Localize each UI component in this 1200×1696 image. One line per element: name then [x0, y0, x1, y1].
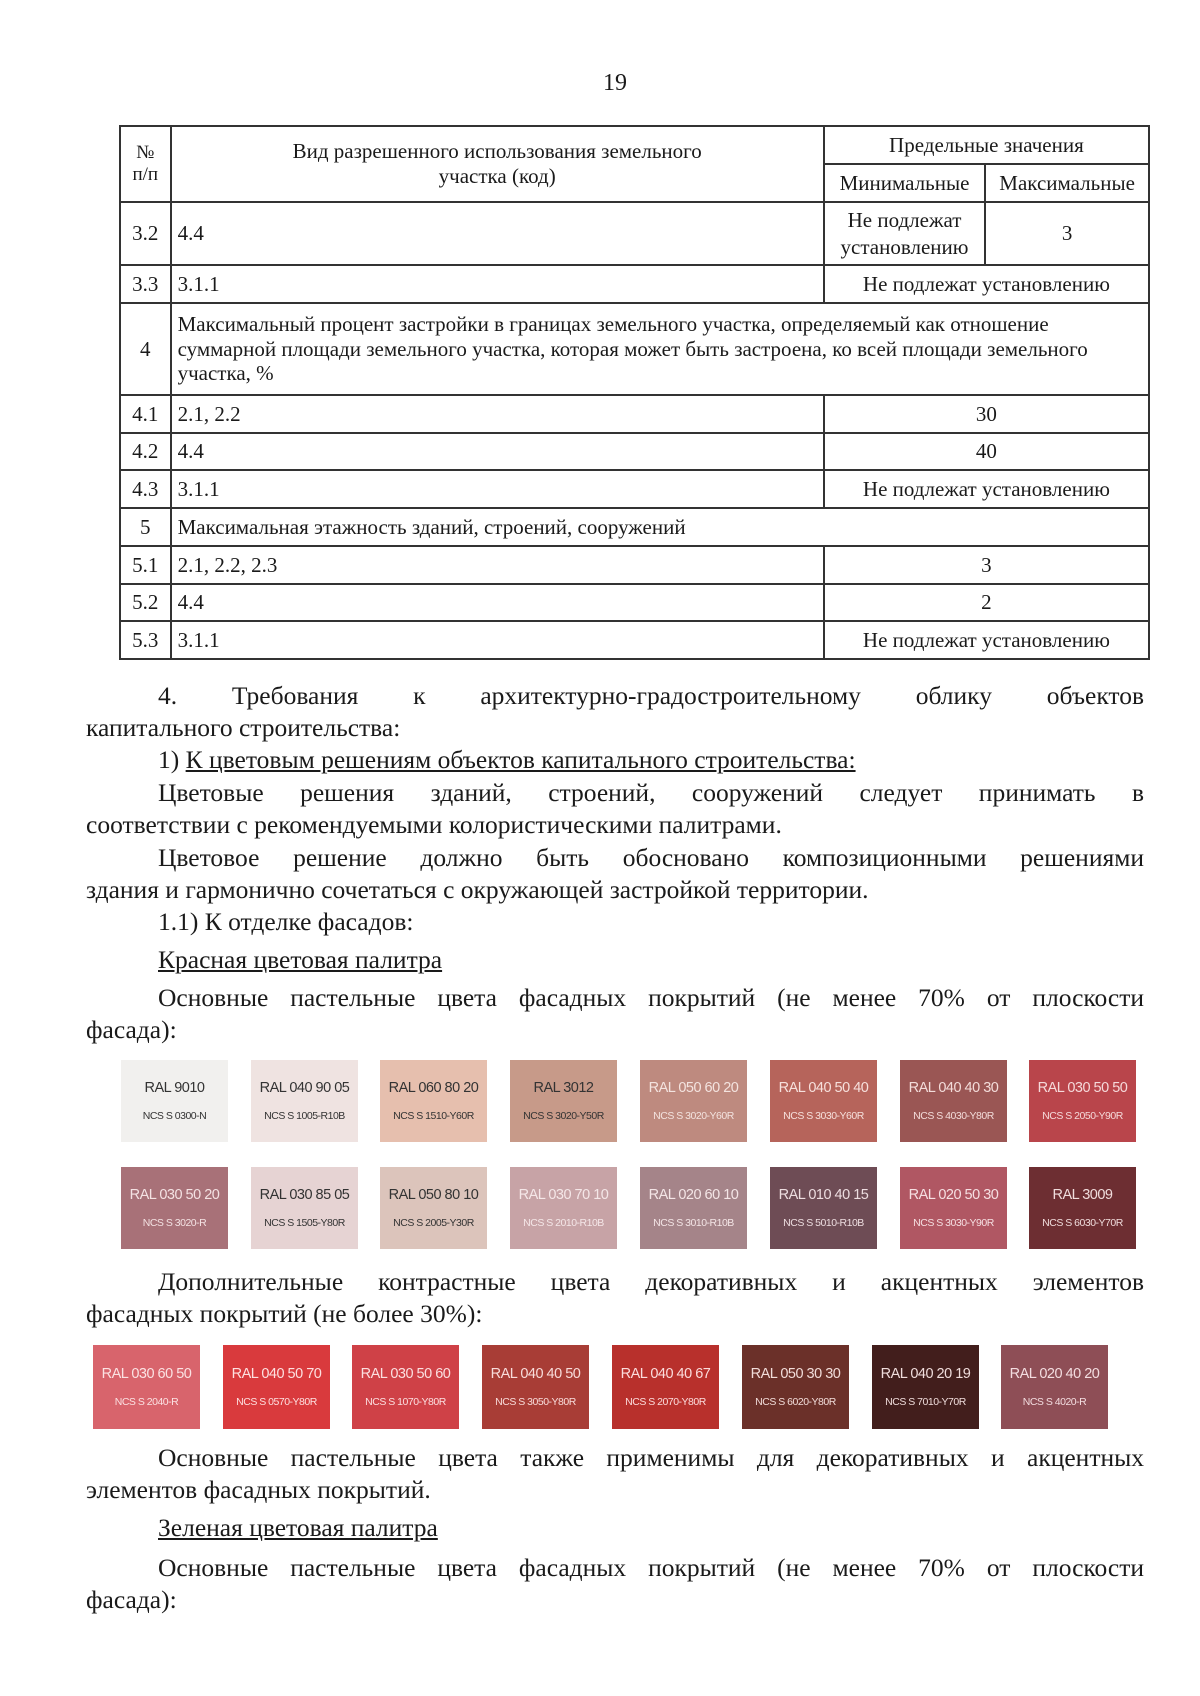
row-use: 4.4	[171, 433, 824, 470]
row-max: 3	[985, 202, 1149, 265]
header-min: Минимальные	[824, 164, 985, 202]
row-num: 4.2	[120, 433, 171, 470]
color-swatch	[121, 1060, 228, 1142]
swatch-ral-code: RAL 010 40 15	[778, 1187, 869, 1203]
row-value: 30	[824, 395, 1149, 433]
row-value: 2	[824, 584, 1149, 621]
row-num: 3.3	[120, 265, 171, 303]
row-use: 4.4	[171, 584, 824, 621]
swatch-ncs-code: NCS S 3020-Y60R	[653, 1110, 734, 1122]
row-use: 3.1.1	[171, 621, 824, 659]
swatch-ral-code: RAL 020 60 10	[648, 1187, 739, 1203]
section-4-heading: 4. Требования к архитектурно-градостроительному облику объектов	[158, 681, 1144, 710]
swatch-ral-code: RAL 3012	[533, 1080, 594, 1096]
also-applicable-text-cont: элементов фасадных покрытий.	[86, 1475, 431, 1504]
row-value: 40	[824, 433, 1149, 470]
swatch-ral-code: RAL 040 40 50	[490, 1366, 581, 1382]
color-swatch	[770, 1167, 877, 1249]
color-swatch	[1001, 1345, 1108, 1429]
row-section: Максимальный процент застройки в границах земельного участка, определяемый как отношение суммарной площади земельного участка, которая может быть застроена, ко всей площади земельного участка, %	[171, 303, 1149, 395]
swatch-ral-code: RAL 020 40 20	[1009, 1366, 1100, 1382]
swatch-ral-code: RAL 040 50 40	[778, 1080, 869, 1096]
color-swatch	[352, 1345, 459, 1429]
color-swatch	[93, 1345, 200, 1429]
header-num: № п/п	[120, 126, 171, 202]
swatch-ncs-code: NCS S 4020-R	[1022, 1396, 1087, 1408]
item-1-number: 1)	[158, 745, 180, 774]
swatch-ral-code: RAL 050 30 30	[750, 1366, 841, 1382]
row-section: Максимальная этажность зданий, строений, сооружений	[171, 508, 1149, 546]
red-palette-title-line	[86, 944, 1144, 976]
row-num: 3.2	[120, 202, 171, 265]
header-limits: Предельные значения	[824, 126, 1149, 164]
swatch-ncs-code: NCS S 2010-R10B	[523, 1217, 604, 1229]
color-swatch	[900, 1060, 1007, 1142]
table-section-row	[120, 303, 1149, 395]
main-colors-text: Основные пастельные цвета фасадных покрытий (не менее 70% от плоскости	[158, 983, 1144, 1012]
color-swatch	[1029, 1167, 1136, 1249]
row-num: 5	[120, 508, 171, 546]
swatch-ral-code: RAL 050 60 20	[648, 1080, 739, 1096]
swatch-ral-code: RAL 030 50 50	[1037, 1080, 1128, 1096]
swatch-ncs-code: NCS S 4030-Y80R	[913, 1110, 994, 1122]
green-palette-title: Зеленая цветовая палитра	[158, 1513, 438, 1542]
row-num: 4.3	[120, 470, 171, 508]
swatch-ncs-code: NCS S 1505-Y80R	[264, 1217, 345, 1229]
row-use: 3.1.1	[171, 470, 824, 508]
main-colors-text-cont: фасада):	[86, 1015, 177, 1044]
swatch-ral-code: RAL 040 40 67	[620, 1366, 711, 1382]
swatch-ncs-code: NCS S 2050-Y90R	[1042, 1110, 1123, 1122]
row-min: Не подлежат установлению	[824, 202, 985, 265]
green-palette-title-line	[86, 1512, 1144, 1544]
swatch-ncs-code: NCS S 0300-N	[142, 1110, 207, 1122]
row-value: Не подлежат установлению	[824, 265, 1149, 303]
row-num: 5.2	[120, 584, 171, 621]
page-number: 19	[603, 70, 627, 96]
swatch-ral-code: RAL 040 20 19	[880, 1366, 971, 1382]
row-num: 4	[120, 303, 171, 395]
green-main-colors-text: Основные пастельные цвета фасадных покрытий (не менее 70% от плоскости	[158, 1553, 1144, 1582]
color-swatch	[121, 1167, 228, 1249]
swatch-ral-code: RAL 040 50 70	[231, 1366, 322, 1382]
color-swatch	[251, 1060, 358, 1142]
green-main-colors-text-cont: фасада):	[86, 1585, 177, 1614]
table-section-row	[120, 508, 1149, 546]
swatch-ncs-code: NCS S 5010-R10B	[783, 1217, 864, 1229]
row-use: 2.1, 2.2	[171, 395, 824, 433]
swatch-ral-code: RAL 9010	[144, 1080, 205, 1096]
swatch-ral-code: RAL 040 90 05	[259, 1080, 350, 1096]
row-num: 4.1	[120, 395, 171, 433]
item-1-1-heading: 1.1) К отделке фасадов:	[158, 907, 414, 936]
table-row	[120, 621, 1149, 659]
swatch-ral-code: RAL 3009	[1052, 1187, 1113, 1203]
color-swatch	[640, 1167, 747, 1249]
color-swatch	[510, 1167, 617, 1249]
swatch-ral-code: RAL 030 85 05	[259, 1187, 350, 1203]
swatch-ral-code: RAL 020 50 30	[908, 1187, 999, 1203]
swatch-ncs-code: NCS S 6020-Y80R	[755, 1396, 836, 1408]
color-swatch	[380, 1167, 487, 1249]
table-row	[120, 546, 1149, 584]
swatch-ncs-code: NCS S 0570-Y80R	[236, 1396, 317, 1408]
table-row	[120, 202, 1149, 265]
paragraph-color-solutions-cont: соответствии с рекомендуемыми колористическими палитрами.	[86, 810, 782, 839]
red-palette-title: Красная цветовая палитра	[158, 945, 443, 974]
swatch-ncs-code: NCS S 7010-Y70R	[885, 1396, 966, 1408]
swatch-ncs-code: NCS S 3030-Y60R	[783, 1110, 864, 1122]
color-swatch	[223, 1345, 330, 1429]
swatch-ncs-code: NCS S 3030-Y90R	[913, 1217, 994, 1229]
color-swatch	[770, 1060, 877, 1142]
color-swatch	[380, 1060, 487, 1142]
limits-table	[119, 125, 1150, 660]
swatch-ral-code: RAL 030 60 50	[101, 1366, 192, 1382]
swatch-ral-code: RAL 050 80 10	[388, 1187, 479, 1203]
header-use: Вид разрешенного использования земельного участка (код)	[171, 126, 824, 202]
item-1-heading	[86, 744, 1144, 776]
swatch-ncs-code: NCS S 2005-Y30R	[393, 1217, 474, 1229]
swatch-ral-code: RAL 030 50 20	[129, 1187, 220, 1203]
table-row	[120, 433, 1149, 470]
row-use: 3.1.1	[171, 265, 824, 303]
color-swatch	[510, 1060, 617, 1142]
color-swatch	[742, 1345, 849, 1429]
table-header-row	[120, 126, 1149, 164]
swatch-ral-code: RAL 040 40 30	[908, 1080, 999, 1096]
swatch-ncs-code: NCS S 1510-Y60R	[393, 1110, 474, 1122]
color-swatch	[872, 1345, 979, 1429]
color-swatch	[900, 1167, 1007, 1249]
swatch-ral-code: RAL 060 80 20	[388, 1080, 479, 1096]
section-4-heading-cont: капитального строительства:	[86, 713, 401, 742]
paragraph-composition: Цветовое решение должно быть обосновано композиционными решениями	[158, 843, 1144, 872]
also-applicable-text: Основные пастельные цвета также применимы для декоративных и акцентных	[158, 1443, 1144, 1472]
color-swatch	[482, 1345, 589, 1429]
additional-colors-text: Дополнительные контрастные цвета декоративных и акцентных элементов	[158, 1267, 1144, 1296]
color-swatch	[612, 1345, 719, 1429]
swatch-ncs-code: NCS S 2040-R	[114, 1396, 179, 1408]
color-swatch	[251, 1167, 358, 1249]
row-use: 2.1, 2.2, 2.3	[171, 546, 824, 584]
row-value: 3	[824, 546, 1149, 584]
header-max: Максимальные	[985, 164, 1149, 202]
row-num: 5.1	[120, 546, 171, 584]
swatch-ncs-code: NCS S 3020-Y50R	[523, 1110, 604, 1122]
table-row	[120, 395, 1149, 433]
swatch-ncs-code: NCS S 3020-R	[142, 1217, 207, 1229]
swatch-ncs-code: NCS S 1070-Y80R	[365, 1396, 446, 1408]
swatch-ncs-code: NCS S 2070-Y80R	[625, 1396, 706, 1408]
row-value: Не подлежат установлению	[824, 621, 1149, 659]
swatch-ncs-code: NCS S 1005-R10B	[264, 1110, 345, 1122]
swatch-ral-code: RAL 030 50 60	[360, 1366, 451, 1382]
swatch-ral-code: RAL 030 70 10	[518, 1187, 609, 1203]
table-row	[120, 265, 1149, 303]
color-swatch	[1029, 1060, 1136, 1142]
color-swatch	[640, 1060, 747, 1142]
row-value: Не подлежат установлению	[824, 470, 1149, 508]
swatch-ncs-code: NCS S 6030-Y70R	[1042, 1217, 1123, 1229]
swatch-ncs-code: NCS S 3010-R10B	[653, 1217, 734, 1229]
row-num: 5.3	[120, 621, 171, 659]
paragraph-composition-cont: здания и гармонично сочетаться с окружающей застройкой территории.	[86, 875, 869, 904]
additional-colors-text-cont: фасадных покрытий (не более 30%):	[86, 1299, 483, 1328]
table-row	[120, 470, 1149, 508]
row-use: 4.4	[171, 202, 824, 265]
swatch-ncs-code: NCS S 3050-Y80R	[495, 1396, 576, 1408]
table-row	[120, 584, 1149, 621]
item-1-title: К цветовым решениям объектов капитального строительства:	[185, 745, 856, 774]
paragraph-color-solutions: Цветовые решения зданий, строений, сооружений следует принимать в	[158, 778, 1144, 807]
